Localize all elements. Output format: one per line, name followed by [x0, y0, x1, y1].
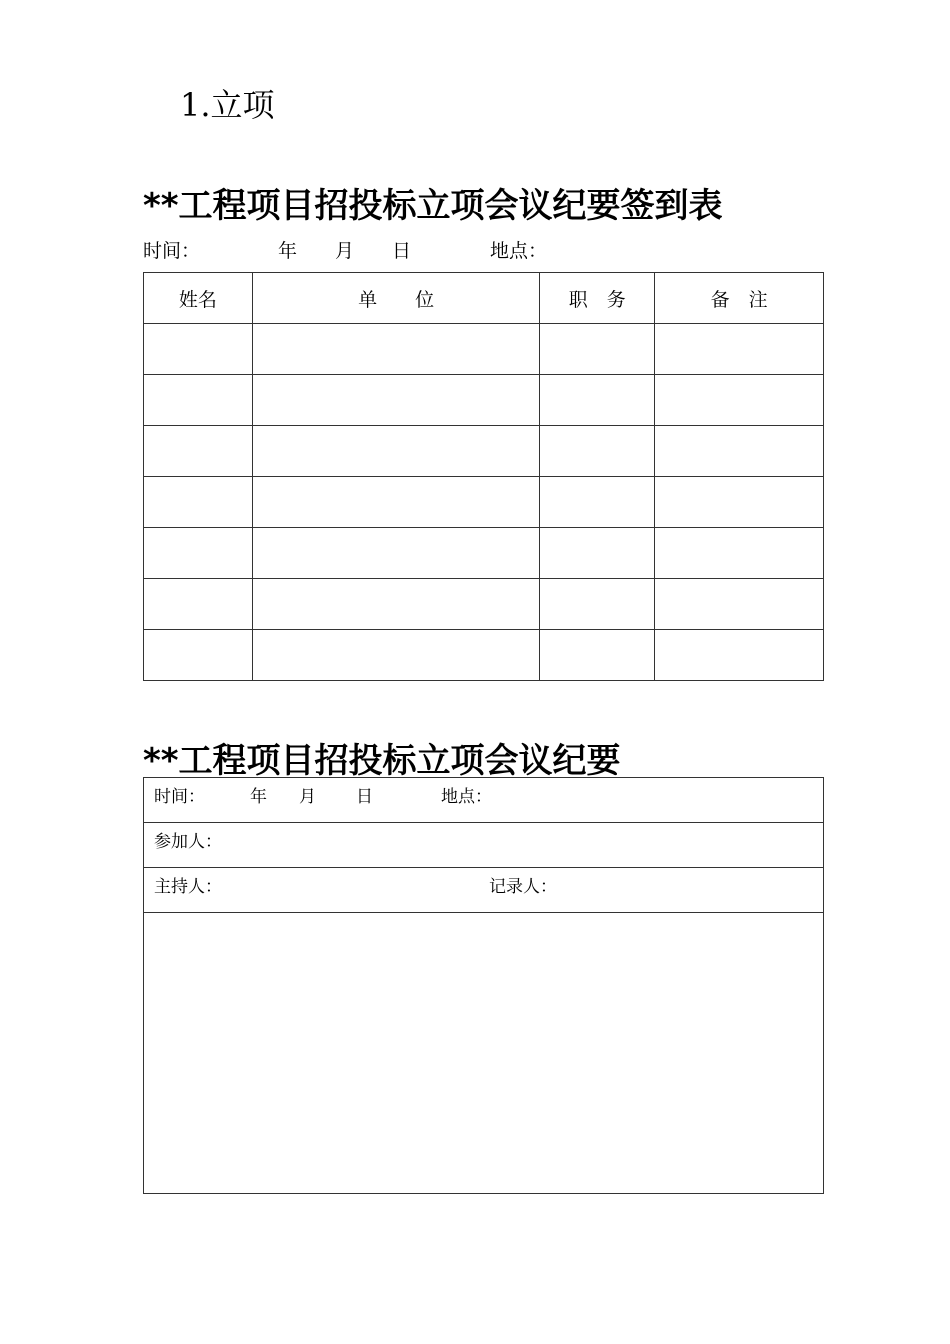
- signin-month-label: 月: [335, 240, 355, 262]
- signin-cell: [655, 375, 824, 426]
- signin-cell: [252, 324, 540, 375]
- signin-cell: [540, 630, 655, 681]
- minutes-host-row: [144, 868, 824, 913]
- header-position: 职 务: [540, 273, 655, 324]
- signin-row: [144, 375, 824, 426]
- header-unit: 单 位: [252, 273, 540, 324]
- minutes-day-label: 日: [356, 787, 373, 807]
- signin-sheet-title: **工程项目招投标立项会议纪要签到表: [143, 186, 723, 226]
- signin-cell: [655, 579, 824, 630]
- signin-cell: [655, 426, 824, 477]
- signin-cell: [144, 579, 253, 630]
- signin-cell: [655, 477, 824, 528]
- signin-cell: [144, 426, 253, 477]
- signin-cell: [252, 375, 540, 426]
- minutes-attendees-row: [144, 823, 824, 868]
- signin-cell: [540, 324, 655, 375]
- signin-cell: [144, 375, 253, 426]
- signin-cell: [252, 579, 540, 630]
- signin-row: [144, 426, 824, 477]
- signin-row: [144, 324, 824, 375]
- signin-day-label: 日: [392, 240, 412, 262]
- signin-cell: [252, 426, 540, 477]
- signin-cell: [540, 375, 655, 426]
- signin-cell: [144, 630, 253, 681]
- signin-cell: [540, 477, 655, 528]
- signin-time-label: 时间：: [143, 240, 201, 262]
- minutes-title: **工程项目招投标立项会议纪要: [143, 741, 621, 781]
- minutes-year-label: 年: [250, 787, 267, 807]
- signin-table: [143, 272, 824, 681]
- minutes-time-row: [144, 778, 824, 823]
- signin-cell: [655, 324, 824, 375]
- signin-cell: [655, 528, 824, 579]
- signin-cell: [252, 477, 540, 528]
- signin-year-label: 年: [278, 240, 298, 262]
- signin-cell: [144, 528, 253, 579]
- signin-cell: [252, 528, 540, 579]
- header-name: 姓名: [144, 273, 253, 324]
- signin-blank-rows: [144, 324, 824, 681]
- signin-header-row: [144, 273, 824, 324]
- signin-cell: [144, 324, 253, 375]
- signin-row: [144, 630, 824, 681]
- minutes-place-label: 地点：: [441, 787, 492, 807]
- signin-cell: [252, 630, 540, 681]
- signin-row: [144, 579, 824, 630]
- signin-cell: [540, 426, 655, 477]
- minutes-content-area: [144, 913, 824, 1194]
- minutes-table: [143, 777, 824, 1194]
- signin-place-label: 地点：: [490, 240, 548, 262]
- signin-row: [144, 477, 824, 528]
- signin-cell: [540, 528, 655, 579]
- host-label: 主持人：: [154, 877, 222, 897]
- signin-row: [144, 528, 824, 579]
- section-heading: 1.立项: [180, 86, 275, 124]
- recorder-label: 记录人：: [489, 877, 557, 897]
- minutes-time-label: 时间：: [154, 787, 205, 807]
- signin-cell: [540, 579, 655, 630]
- signin-cell: [655, 630, 824, 681]
- header-remarks: 备 注: [655, 273, 824, 324]
- minutes-month-label: 月: [299, 787, 316, 807]
- attendees-label: 参加人：: [154, 832, 222, 852]
- signin-cell: [144, 477, 253, 528]
- minutes-content-row: [144, 913, 824, 1194]
